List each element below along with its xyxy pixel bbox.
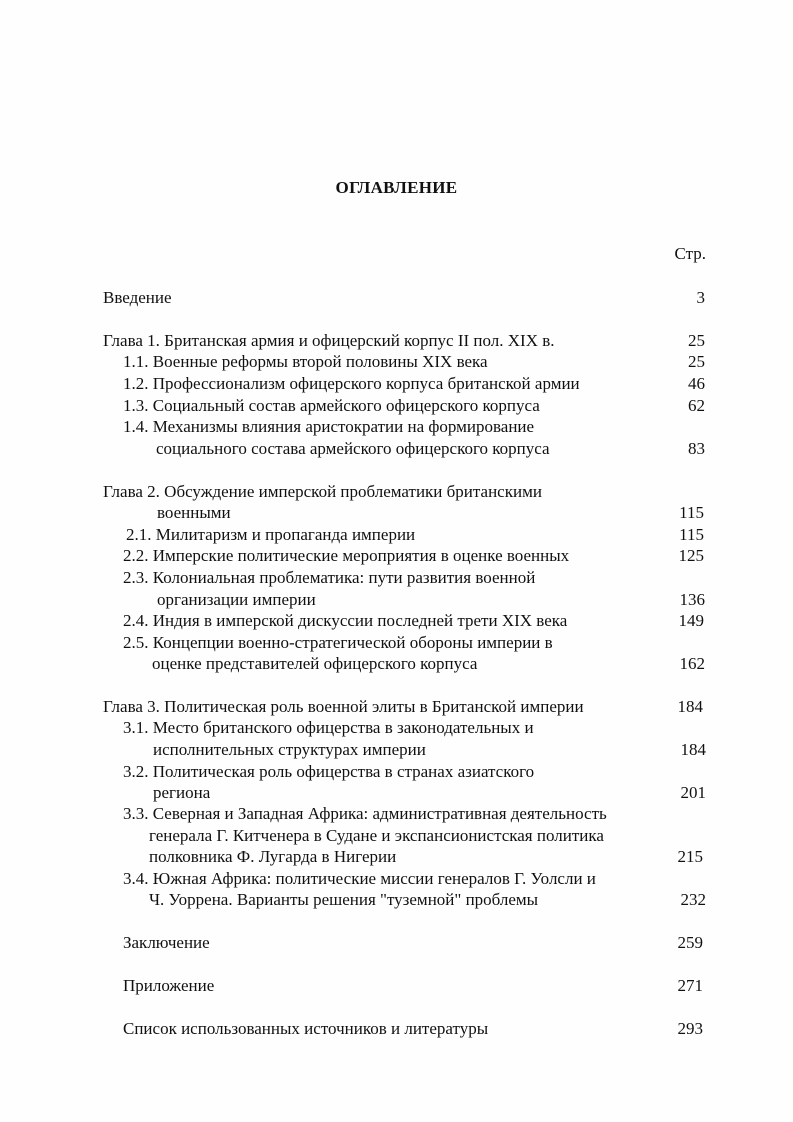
toc-page-s2-5: 162 (679, 654, 705, 673)
toc-entry-s2-4: 2.4. Индия в имперской дискуссии последней трети XIX века (123, 611, 568, 630)
toc-page-sources: 293 (677, 1019, 703, 1038)
toc-entry-conclusion: Заключение (123, 933, 210, 952)
toc-entry-intro: Введение (103, 288, 172, 307)
toc-entry-ch1: Глава 1. Британская армия и офицерский корпус II пол. XIX в. (103, 331, 555, 350)
toc-entry-s1-4-line2: социального состава армейского офицерского корпуса (156, 439, 550, 458)
toc-entry-s2-2: 2.2. Имперские политические мероприятия в оценке военных (123, 546, 570, 565)
toc-entry-s3-4-line2: Ч. Уоррена. Варианты решения "туземной" проблемы (149, 890, 539, 909)
toc-page-appendix: 271 (677, 976, 703, 995)
toc-entry-ch2-line2: военными (157, 503, 231, 522)
toc-entry-s1-3: 1.3. Социальный состав армейского офицерского корпуса (123, 396, 540, 415)
toc-entry-ch2-line1: Глава 2. Обсуждение имперской проблематики британскими (103, 482, 542, 501)
toc-entry-s1-1: 1.1. Военные реформы второй половины XIX века (123, 352, 488, 371)
toc-entry-s3-1-line2: исполнительных структурах империи (153, 740, 426, 759)
toc-page-intro: 3 (696, 288, 705, 307)
toc-page-s1-1: 25 (688, 352, 705, 371)
toc-page-s2-3: 136 (679, 590, 705, 609)
toc-entry-ch3: Глава 3. Политическая роль военной элиты в Британской империи (103, 697, 584, 716)
toc-page-s2-1: 115 (679, 525, 704, 544)
page-title: ОГЛАВЛЕНИЕ (335, 178, 458, 197)
toc-page-s2-2: 125 (678, 546, 704, 565)
toc-page-ch1: 25 (688, 331, 705, 350)
toc-entry-s1-4-line1: 1.4. Механизмы влияния аристократии на формирование (123, 417, 535, 436)
toc-entry-s3-2-line2: региона (153, 783, 211, 802)
toc-entry-s3-2-line1: 3.2. Политическая роль офицерства в странах азиатского (123, 762, 535, 781)
toc-page-conclusion: 259 (677, 933, 703, 952)
toc-page-s3-3: 215 (677, 847, 703, 866)
toc-entry-s1-2: 1.2. Профессионализм офицерского корпуса британской армии (123, 374, 580, 393)
toc-entry-s2-3-line2: организации империи (157, 590, 316, 609)
toc-entry-s3-1-line1: 3.1. Место британского офицерства в законодательных и (123, 718, 534, 737)
toc-entry-s3-4-line1: 3.4. Южная Африка: политические миссии генералов Г. Уолсли и (123, 869, 596, 888)
toc-page-s2-4: 149 (678, 611, 704, 630)
toc-entry-sources: Список использованных источников и литературы (123, 1019, 489, 1038)
toc-page-s3-2: 201 (680, 783, 706, 802)
toc-entry-s3-3-line2: генерала Г. Китченера в Судане и экспансионистская политика (149, 826, 604, 845)
toc-page-ch2: 115 (679, 503, 704, 522)
toc-entry-s3-3-line3: полковника Ф. Лугарда в Нигерии (149, 847, 397, 866)
toc-page-s3-1: 184 (680, 740, 706, 759)
toc-page-s3-4: 232 (680, 890, 706, 909)
toc-page-s1-4: 83 (688, 439, 705, 458)
toc-entry-s2-5-line1: 2.5. Концепции военно-стратегической обороны империи в (123, 633, 553, 652)
toc-entry-appendix: Приложение (123, 976, 215, 995)
page-column-header: Стр. (674, 244, 706, 263)
toc-entry-s3-3-line1: 3.3. Северная и Западная Африка: административная деятельность (123, 804, 607, 823)
toc-page-ch3: 184 (677, 697, 703, 716)
toc-page-s1-3: 62 (688, 396, 705, 415)
toc-page-s1-2: 46 (688, 374, 705, 393)
toc-entry-s2-3-line1: 2.3. Колониальная проблематика: пути развития военной (123, 568, 536, 587)
toc-entry-s2-1: 2.1. Милитаризм и пропаганда империи (126, 525, 416, 544)
toc-entry-s2-5-line2: оценке представителей офицерского корпуса (152, 654, 478, 673)
